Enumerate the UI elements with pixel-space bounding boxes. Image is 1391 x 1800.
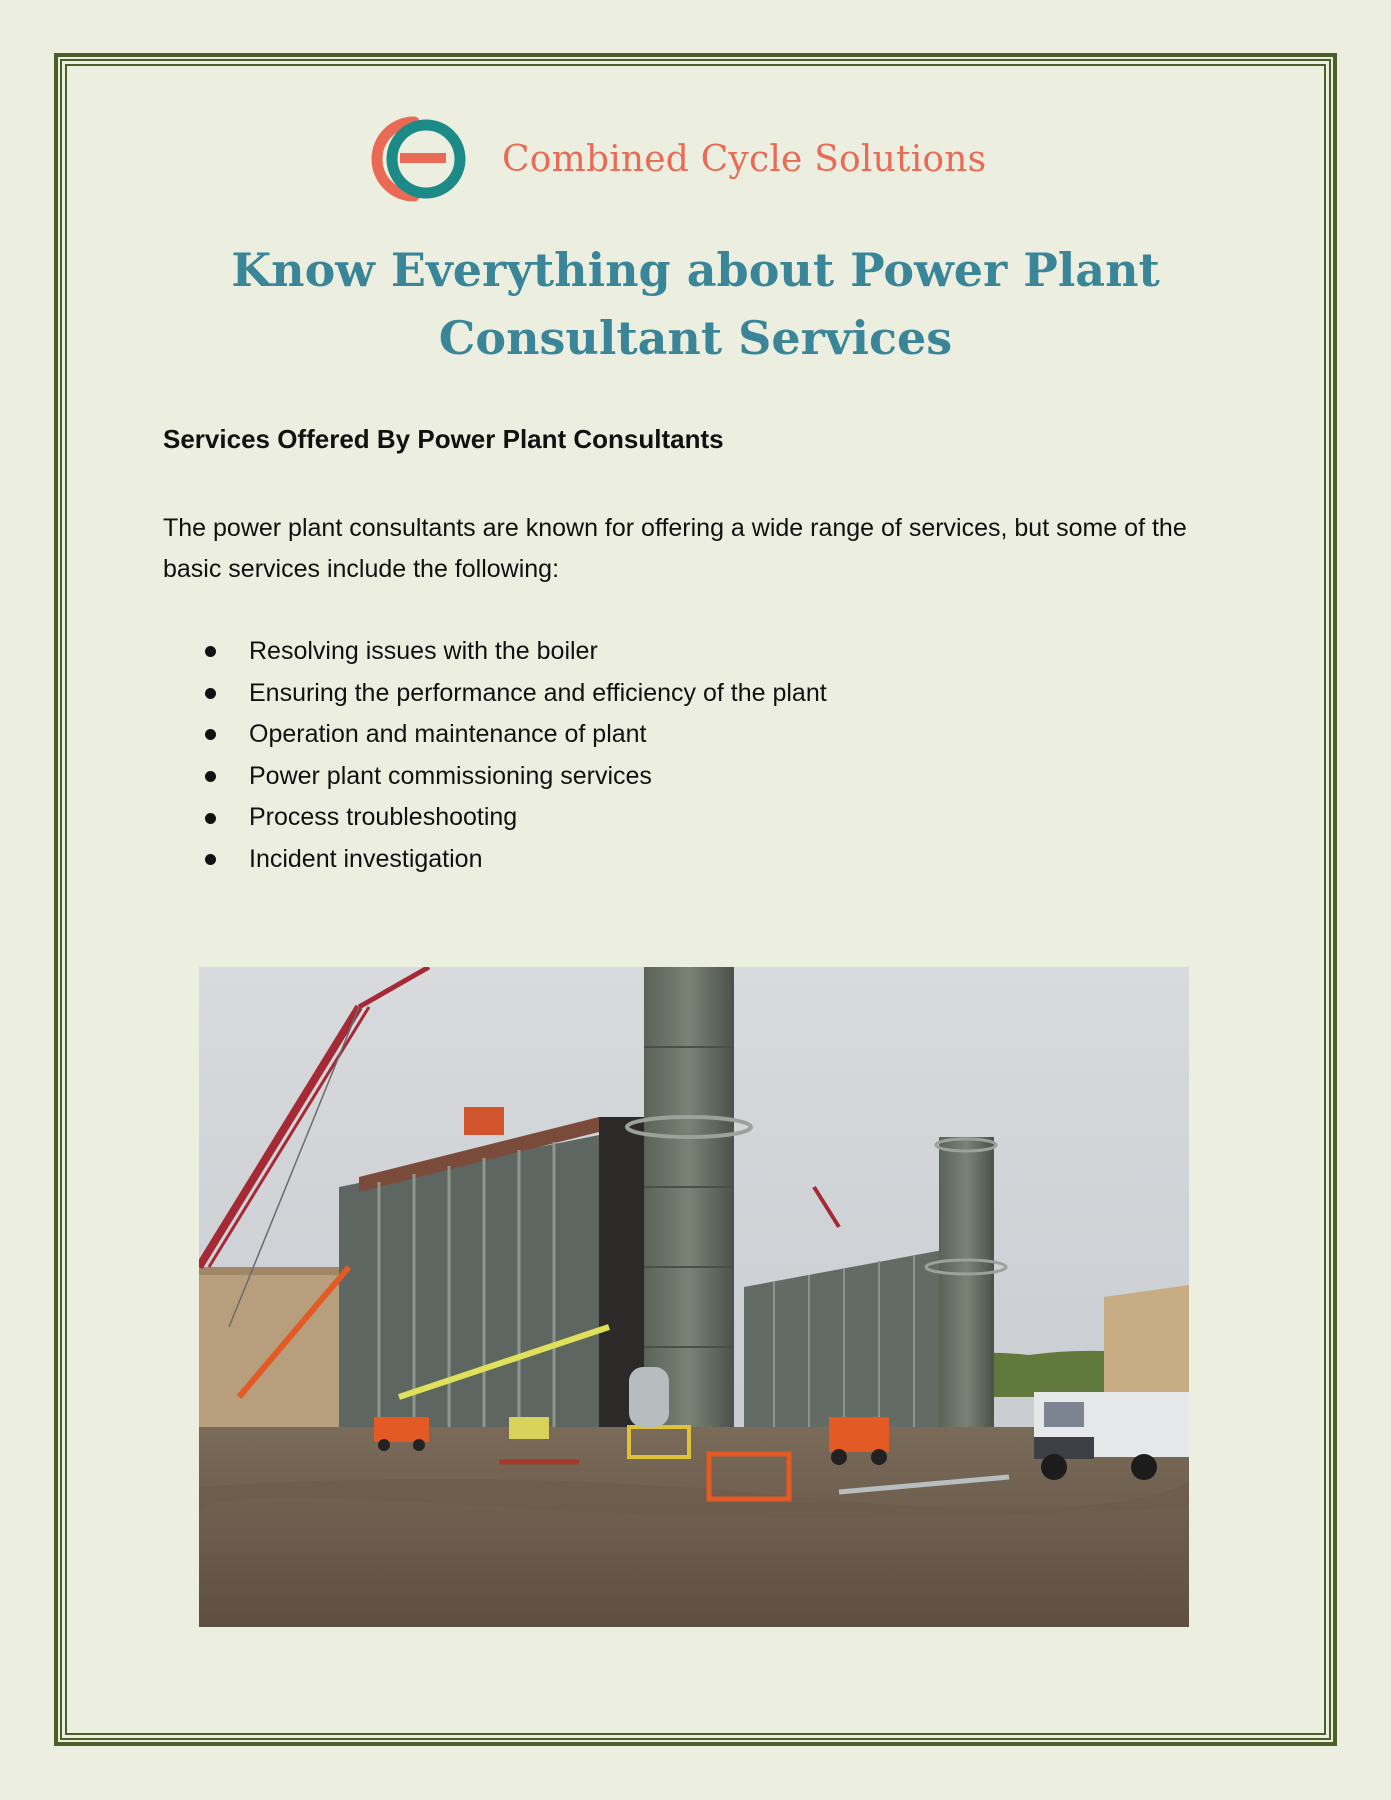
- service-label: Operation and maintenance of plant: [249, 720, 647, 749]
- brand-name: Combined Cycle Solutions: [502, 138, 987, 180]
- service-label: Incident investigation: [249, 844, 483, 873]
- page-title-line-1: Know Everything about Power Plant: [231, 243, 1160, 297]
- brand-logo: [362, 116, 986, 202]
- service-label: Process troubleshooting: [249, 803, 518, 832]
- list-item: [205, 714, 827, 756]
- list-item: [205, 797, 827, 839]
- page-title-line-2: Consultant Services: [438, 311, 953, 365]
- services-list: [205, 631, 827, 881]
- bullet-icon: [205, 729, 216, 740]
- service-label: Ensuring the performance and efficiency of the plant: [249, 678, 827, 707]
- bullet-icon: [205, 854, 216, 865]
- intro-paragraph: The power plant consultants are known for offering a wide range of services, but some of the basic services include the following:: [163, 514, 1187, 583]
- service-label: Resolving issues with the boiler: [249, 637, 598, 665]
- service-label: Power plant commissioning services: [249, 761, 652, 790]
- bullet-icon: [205, 813, 216, 824]
- page-title: [100, 236, 1291, 372]
- bullet-icon: [205, 688, 216, 699]
- list-item: [205, 673, 827, 715]
- combined-cycle-logo-icon: [362, 116, 478, 202]
- power-plant-construction-photo: [199, 967, 1189, 1627]
- bullet-icon: [205, 646, 216, 657]
- list-item: [205, 756, 827, 798]
- section-heading: Services Offered By Power Plant Consultants: [163, 424, 724, 454]
- bullet-icon: [205, 771, 216, 782]
- list-item: [205, 631, 827, 673]
- list-item: [205, 839, 827, 881]
